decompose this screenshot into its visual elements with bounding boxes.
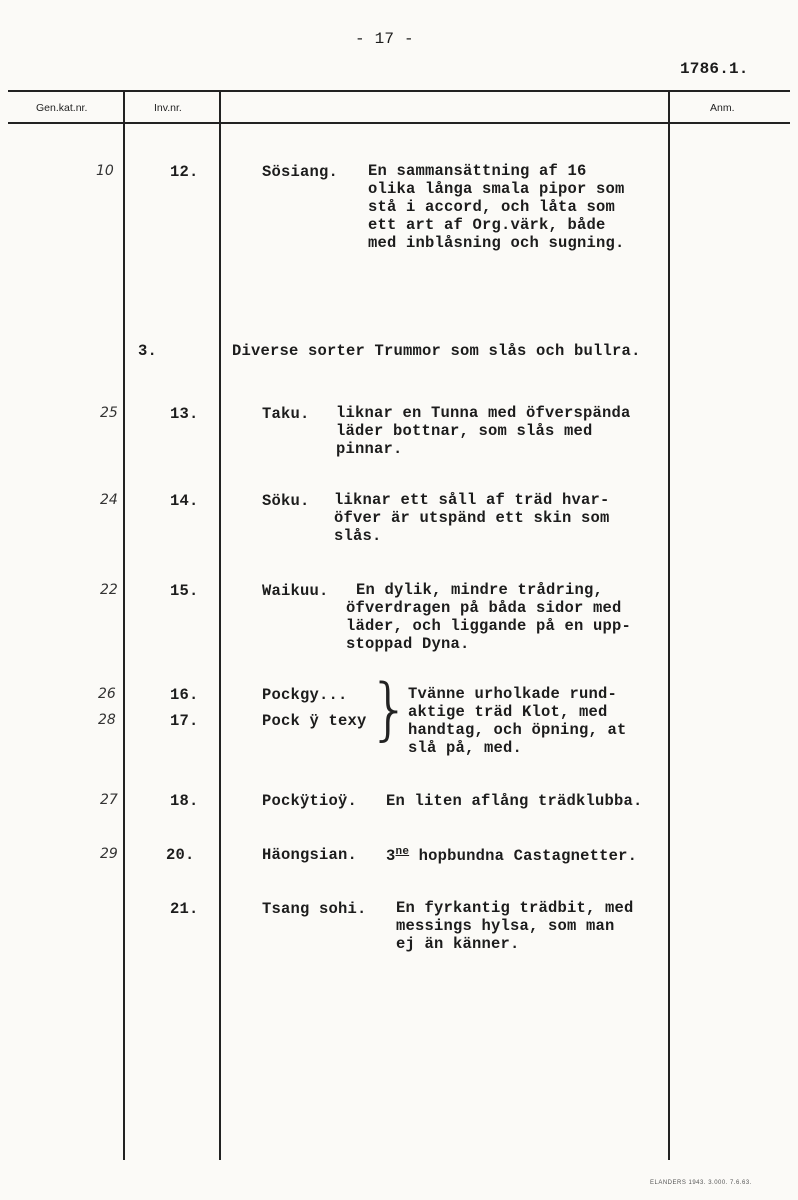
gen-kat-number: 24 bbox=[100, 492, 118, 508]
gen-kat-number: 22 bbox=[100, 582, 118, 598]
gen-kat-number: 10 bbox=[96, 163, 114, 179]
inv-number: 18. bbox=[170, 792, 199, 810]
item-term: Pockgy... bbox=[262, 686, 348, 704]
ordinal-suffix: ne bbox=[395, 846, 410, 858]
item-description-line: En dylik, mindre trådring, bbox=[356, 581, 604, 599]
page-number: - 17 - bbox=[355, 30, 414, 48]
gen-kat-number: 29 bbox=[100, 846, 118, 862]
item-term: Söku. bbox=[262, 492, 310, 510]
item-description bbox=[386, 846, 637, 865]
gen-kat-number: 28 bbox=[98, 712, 116, 728]
reference-number: 1786.1. bbox=[680, 60, 749, 78]
inv-number: 12. bbox=[170, 163, 199, 181]
inv-number: 14. bbox=[170, 492, 199, 510]
item-description: liknar ett såll af träd hvar- öfver är utspänd ett skin som slås. bbox=[334, 491, 610, 545]
item-description: En liten aflång trädklubba. bbox=[386, 792, 643, 810]
inv-number: 13. bbox=[170, 405, 199, 423]
inv-number: 15. bbox=[170, 582, 199, 600]
header-bottom-rule bbox=[8, 122, 790, 124]
gen-kat-number: 25 bbox=[100, 405, 118, 421]
item-description: En fyrkantig trädbit, med messings hylsa, som man ej än känner. bbox=[396, 899, 634, 953]
gen-kat-number: 26 bbox=[98, 686, 116, 702]
item-term: Tsang sohi. bbox=[262, 900, 367, 918]
item-description: öfverdragen på båda sidor med läder, och liggande på en upp- stoppad Dyna. bbox=[346, 599, 632, 653]
gen-kat-number: 27 bbox=[100, 792, 118, 808]
column-divider-2 bbox=[219, 92, 221, 1160]
inv-number: 17. bbox=[170, 712, 199, 730]
inv-number: 21. bbox=[170, 900, 199, 918]
item-term: Sösiang. bbox=[262, 163, 339, 181]
column-divider-1 bbox=[123, 92, 125, 1160]
count-number: 3 bbox=[386, 847, 396, 865]
item-description: liknar en Tunna med öfverspända läder bottnar, som slås med pinnar. bbox=[336, 404, 631, 458]
item-term: Häongsian. bbox=[262, 846, 358, 864]
item-term: Taku. bbox=[262, 405, 310, 423]
item-description: En sammansättning af 16 olika långa smala pipor som stå i accord, och låta som ett art af Org.värk, både med inblåsning och sugning. bbox=[368, 162, 625, 252]
grouping-brace: } bbox=[368, 670, 412, 749]
printer-footer: ELANDERS 1943. 3.000. 7.6.63. bbox=[650, 1180, 752, 1186]
item-term: Pockÿtioÿ. bbox=[262, 792, 358, 810]
header-genkat: Gen.kat.nr. bbox=[36, 102, 88, 114]
header-inv: Inv.nr. bbox=[154, 102, 182, 114]
item-term: Pock ÿ texy bbox=[262, 712, 367, 730]
item-text: hopbundna Castagnetter. bbox=[418, 847, 638, 865]
section-heading: Diverse sorter Trummor som slås och bullra. bbox=[232, 342, 641, 360]
inv-number: 20. bbox=[166, 846, 195, 864]
item-term: Waikuu. bbox=[262, 582, 329, 600]
inv-number: 16. bbox=[170, 686, 199, 704]
column-divider-3 bbox=[668, 92, 670, 1160]
header-top-rule bbox=[8, 90, 790, 92]
section-number: 3. bbox=[138, 342, 158, 360]
item-description: Tvänne urholkade rund- aktige träd Klot, med handtag, och öpning, at slå på, med. bbox=[408, 685, 627, 757]
header-anm: Anm. bbox=[710, 102, 735, 114]
